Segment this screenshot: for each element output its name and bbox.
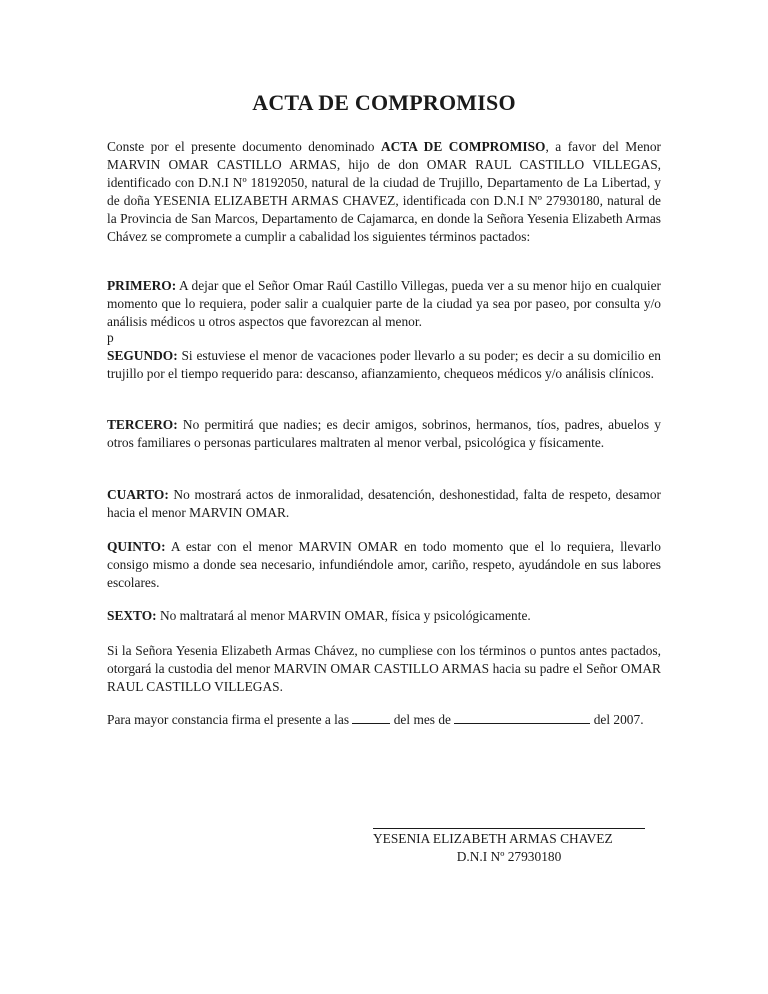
clause-sexto [107, 607, 661, 625]
intro-text: Conste por el presente documento denominado [107, 139, 381, 154]
condition-paragraph: Si la Señora Yesenia Elizabeth Armas Chávez, no cumpliese con los términos o puntos antes pactados, otorgará la custodia del menor MARVIN OMAR CASTILLO ARMAS hacia su padre el Señor OMAR RAUL CASTILLO VILLEGAS. [107, 643, 661, 694]
closing-text: del mes de [390, 712, 455, 727]
closing-text: del 2007. [590, 712, 644, 727]
document-title: ACTA DE COMPROMISO [252, 90, 516, 115]
intro-text-continued: , a favor del Menor MARVIN OMAR CASTILLO ARMAS, hijo de don OMAR RAUL CASTILLO VILLEGAS, identificado con D.N.I Nº 18192050, natural de la ciudad de Trujillo, Departamento de La Libertad, y de doña YESENIA ELIZABETH ARMAS CHAVEZ, identificada con D.N.I Nº 27930180, natural de la Provincia de San Marcos, Departamento de Cajamarca, en donde la Señora Yesenia Elizabeth Armas Chávez se compromete a cumplir a cabalidad los siguientes términos pactados: [107, 139, 662, 244]
signature-dni: D.N.I Nº 27930180 [456, 849, 562, 864]
signature-name: YESENIA ELIZABETH ARMAS CHAVEZ [373, 831, 613, 846]
clause-label: SEGUNDO: [107, 348, 178, 363]
clause-text: A estar con el menor MARVIN OMAR en todo momento que el lo requiera, llevarlo consigo mismo a donde sea necesario, infundiéndole amor, cariño, respeto, ayudándole en sus labores escolares. [107, 539, 661, 590]
clause-label: QUINTO: [107, 539, 166, 554]
clause-segundo [107, 347, 661, 383]
clause-primero [107, 277, 661, 331]
clause-label: TERCERO: [107, 417, 178, 432]
closing-paragraph [107, 711, 661, 729]
month-blank-field [454, 711, 590, 724]
signature-line [373, 828, 645, 829]
stray-character: p [107, 330, 114, 345]
intro-bold-title: ACTA DE COMPROMISO [380, 139, 546, 154]
clause-text: No permitirá que nadies; es decir amigos, sobrinos, hermanos, tíos, padres, abuelos y otros familiares o personas particulares maltraten al menor verbal, psicológica y físicamente. [107, 417, 661, 450]
closing-text: Para mayor constancia firma el presente a las [107, 712, 353, 727]
clause-text: Si estuviese el menor de vacaciones poder llevarlo a su poder; es decir a su domicilio en trujillo por el tiempo requerido para: descanso, afianzamiento, chequeos médicos y/o análisis clínicos. [107, 348, 661, 381]
clause-text: No maltratará al menor MARVIN OMAR, física y psicológicamente. [156, 608, 531, 623]
clause-label: CUARTO: [107, 487, 169, 502]
hour-blank-field [352, 711, 390, 724]
intro-paragraph [107, 138, 661, 246]
clause-label: SEXTO: [107, 608, 157, 623]
clause-quinto [107, 538, 661, 592]
clause-cuarto [107, 486, 661, 522]
clause-label: PRIMERO: [107, 278, 177, 293]
clause-text: A dejar que el Señor Omar Raúl Castillo Villegas, pueda ver a su menor hijo en cualquier momento que lo requiera, poder salir a cualquier parte de la ciudad ya sea por paseo, por consulta y/o análisis médicos u otros aspectos que favorezcan al menor. [107, 278, 661, 329]
clause-text: No mostrará actos de inmoralidad, desatención, deshonestidad, falta de respeto, desamor hacia el menor MARVIN OMAR. [107, 487, 661, 520]
clause-tercero [107, 416, 661, 452]
